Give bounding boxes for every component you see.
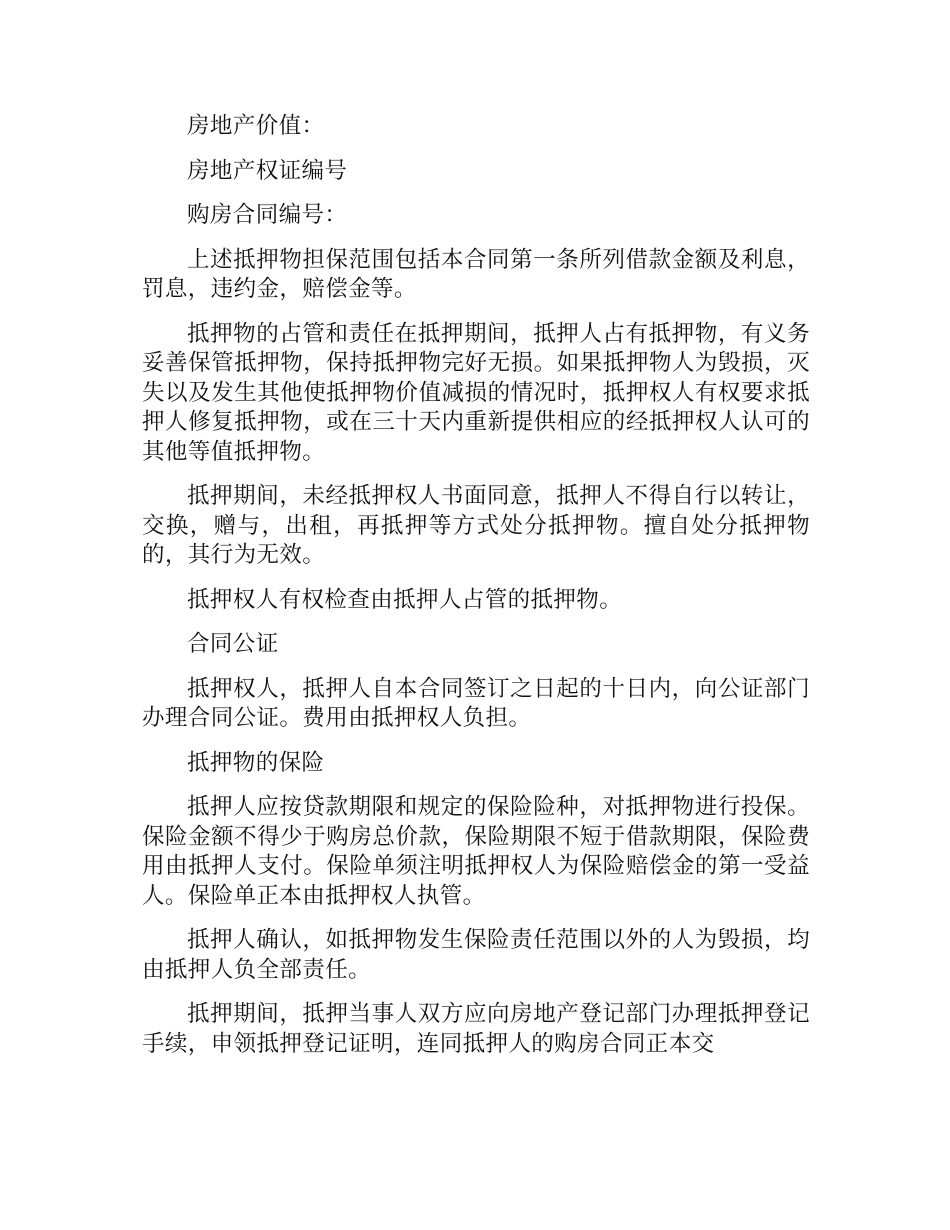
document-body <box>142 112 810 1074</box>
registration-paragraph: 抵押期间，抵押当事人双方应向房地产登记部门办理抵押登记手续，申领抵押登记证明，连同抵押人的购房合同正本交 <box>142 1001 810 1057</box>
guarantee-scope-paragraph: 上述抵押物担保范围包括本合同第一条所列借款金额及利息，罚息，违约金，赔偿金等。 <box>142 246 810 302</box>
inspection-right-paragraph: 抵押权人有权检查由抵押人占管的抵押物。 <box>187 586 623 613</box>
notarization-heading: 合同公证 <box>187 631 279 657</box>
damage-liability-paragraph: 抵押人确认，如抵押物发生保险责任范围以外的人为毁损，均由抵押人负全部责任。 <box>142 927 810 983</box>
insurance-heading: 抵押物的保险 <box>187 749 325 776</box>
purchase-contract-number-line: 购房合同编号： <box>187 202 348 228</box>
disposal-restriction-paragraph: 抵押期间，未经抵押权人书面同意，抵押人不得自行以转让，交换，赠与，出租，再抵押等方式处分抵押物。擅自处分抵押物的，其行为无效。 <box>142 483 810 568</box>
notarization-paragraph: 抵押权人，抵押人自本合同签订之日起的十日内，向公证部门办理合同公证。费用由抵押权人负担。 <box>142 675 810 731</box>
insurance-paragraph: 抵押人应按贷款期限和规定的保险险种，对抵押物进行投保。保险金额不得少于购房总价款，保险期限不短于借款期限，保险费用由抵押人支付。保险单须注明抵押权人为保险赔偿金的第一受益人。保险单正本由抵押权人执管。 <box>142 794 810 909</box>
custody-responsibility-paragraph: 抵押物的占管和责任在抵押期间，抵押人占有抵押物，有义务妥善保管抵押物，保持抵押物完好无损。如果抵押物人为毁损，灭失以及发生其他使抵押物价值减损的情况时，抵押权人有权要求抵押人修复抵押物，或在三十天内重新提供相应的经抵押权人认可的其他等值抵押物。 <box>142 320 810 465</box>
property-certificate-number-line: 房地产权证编号 <box>187 157 348 184</box>
property-value-line: 房地产价值： <box>187 113 325 139</box>
